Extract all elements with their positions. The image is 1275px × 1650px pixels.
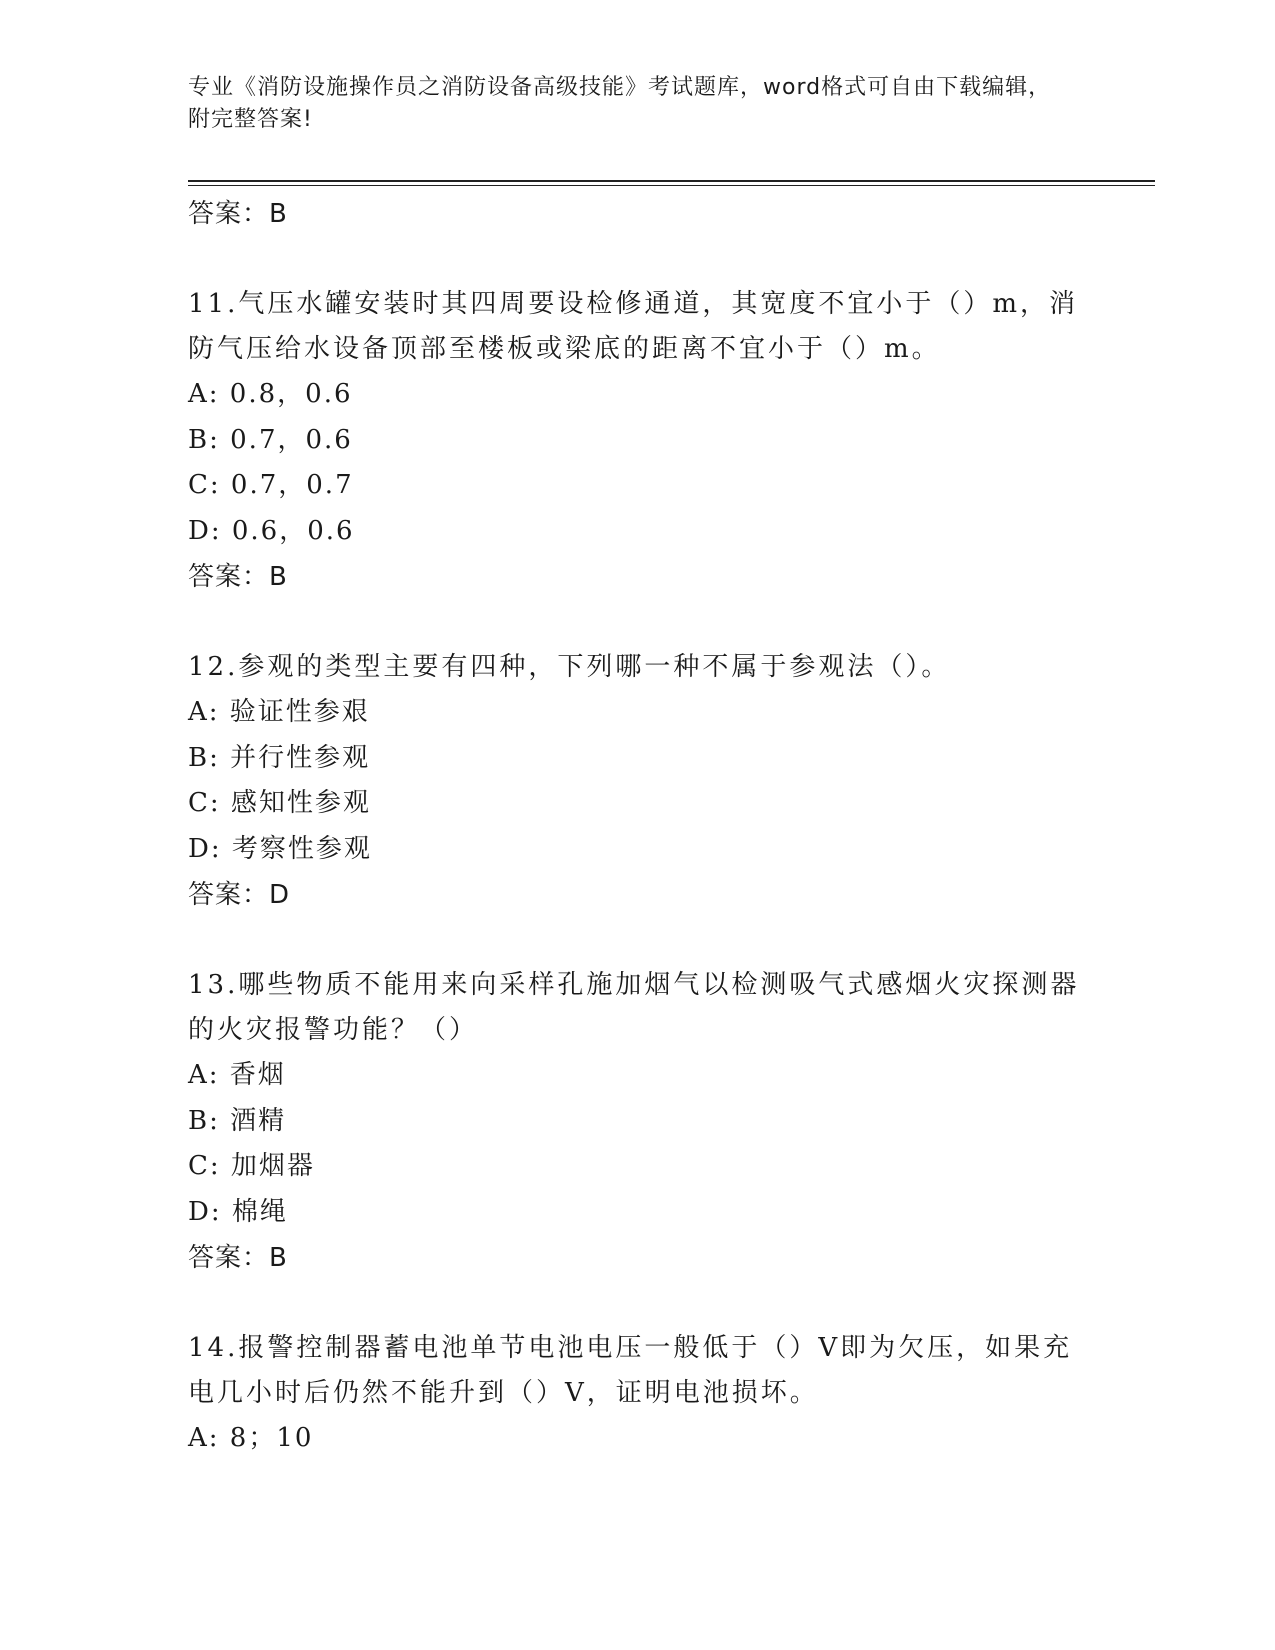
- option-b: B: 酒精: [188, 1105, 287, 1136]
- answer-line: 答案：B: [188, 562, 288, 592]
- header-divider: [188, 180, 1155, 182]
- question-text: 11.气压水罐安装时其四周要设检修通道，其宽度不宜小于（）m，消防气压给水设备顶部至楼板或梁底的距离不宜小于（）m。: [188, 289, 1079, 364]
- option-a: A: 8；10: [188, 1423, 314, 1453]
- option-c: C: 感知性参观: [188, 788, 371, 818]
- option-b: B: 0.7，0.6: [188, 424, 353, 455]
- option-d: D: 棉绳: [188, 1196, 288, 1227]
- answer-line: 答案：D: [188, 880, 291, 910]
- option-a: A: 验证性参艰: [188, 697, 370, 727]
- question-text: 13.哪些物质不能用来向采样孔施加烟气以检测吸气式感烟火灾探测器的火灾报警功能？（）: [188, 970, 1080, 1045]
- option-c: C: 加烟器: [188, 1151, 315, 1181]
- answer-line: 答案：B: [188, 199, 288, 229]
- option-c: C: 0.7，0.7: [188, 470, 354, 500]
- question-text: 14.报警控制器蓄电池单节电池电压一般低于（）V即为欠压，如果充电几小时后仍然不能升到（）V，证明电池损坏。: [188, 1333, 1073, 1408]
- option-d: D: 考察性参观: [188, 833, 372, 864]
- header-divider-thin: [188, 185, 1155, 186]
- option-a: A: 香烟: [188, 1060, 286, 1090]
- option-b: B: 并行性参观: [188, 742, 371, 773]
- option-d: D: 0.6，0.6: [188, 515, 355, 546]
- answer-line: 答案：B: [188, 1243, 288, 1273]
- document-header: 专业《消防设施操作员之消防设备高级技能》考试题库，word格式可自由下载编辑，附完整答案!: [188, 75, 1052, 132]
- question-list: [188, 191, 1088, 1462]
- option-a: A: 0.8，0.6: [188, 379, 353, 409]
- question-text: 12.参观的类型主要有四种，下列哪一种不属于参观法（）。: [188, 652, 951, 682]
